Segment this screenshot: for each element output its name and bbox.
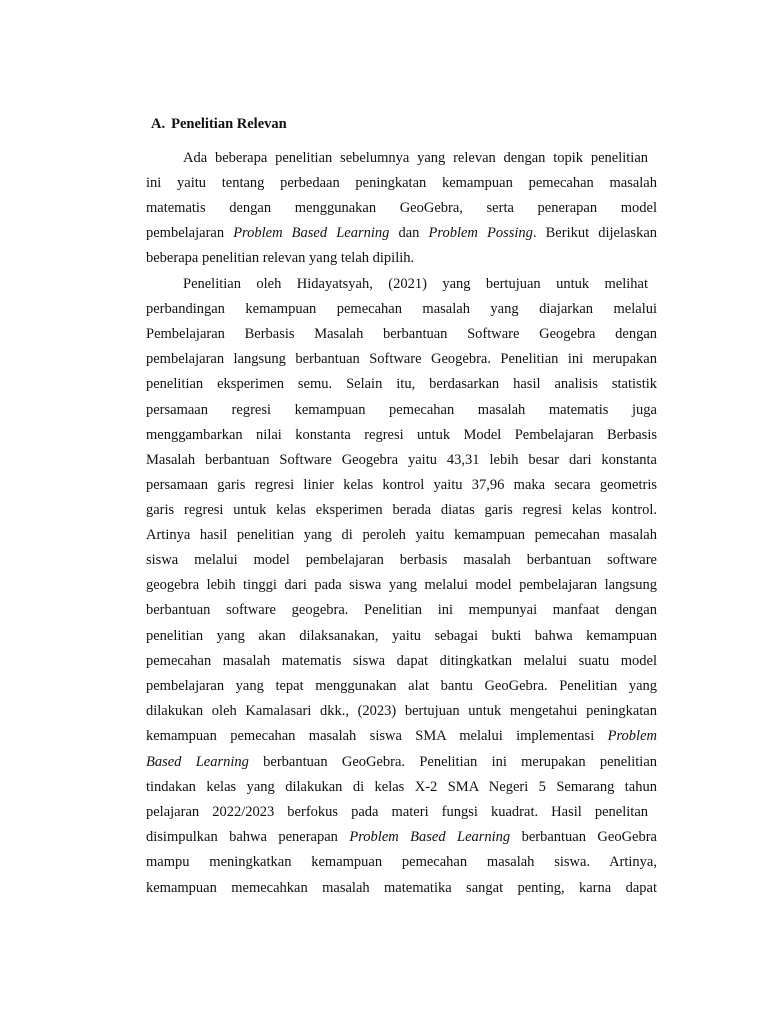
- paragraph-line: ini yaitu tentang perbedaan peningkatan kemampuan pemecahan masalah: [146, 175, 657, 191]
- paragraph-line: garis regresi untuk kelas eksperimen berada diatas garis regresi kelas kontrol.: [146, 502, 657, 518]
- paragraph-line: matematis dengan menggunakan GeoGebra, serta penerapan model: [146, 200, 657, 216]
- text-span: kemampuan pemecahan masalah siswa SMA melalui implementasi: [146, 728, 608, 744]
- paragraph-line: [146, 827, 657, 847]
- text-span: berbantuan GeoGebra. Penelitian ini merupakan penelitian: [248, 754, 658, 770]
- text-span: dan: [389, 225, 429, 241]
- paragraph-line: pembelajaran yang tepat menggunakan alat bantu GeoGebra. Penelitian yang: [146, 678, 657, 694]
- paragraph-line: Pembelajaran Berbasis Masalah berbantuan Software Geogebra dengan: [146, 326, 657, 342]
- section-letter: A.: [151, 116, 166, 132]
- paragraph-line: persamaan garis regresi linier kelas kontrol yaitu 37,96 maka secara geometris: [146, 477, 657, 493]
- paragraph-line: menggambarkan nilai konstanta regresi untuk Model Pembelajaran Berbasis: [146, 427, 657, 443]
- text-span: . Berikut dijelaskan: [532, 225, 658, 241]
- paragraph-line: pembelajaran langsung berbantuan Software Geogebra. Penelitian ini merupakan: [146, 351, 657, 367]
- paragraph-line: Ada beberapa penelitian sebelumnya yang relevan dengan topik penelitian: [183, 150, 648, 166]
- paragraph-line: Artinya hasil penelitian yang di peroleh yaitu kemampuan pemecahan masalah: [146, 527, 657, 543]
- paragraph-line: penelitian yang akan dilaksanakan, yaitu sebagai bukti bahwa kemampuan: [146, 628, 657, 644]
- paragraph-line: penelitian eksperimen semu. Selain itu, berdasarkan hasil analisis statistik: [146, 376, 657, 392]
- paragraph-line: [146, 223, 657, 243]
- paragraph-line: [146, 726, 657, 746]
- paragraph-line: berbantuan software geogebra. Penelitian ini mempunyai manfaat dengan: [146, 602, 657, 618]
- section-title: Penelitian Relevan: [171, 116, 287, 132]
- paragraph-line: kemampuan memecahkan masalah matematika sangat penting, karna dapat: [146, 880, 657, 896]
- text-span: berbantuan GeoGebra: [510, 829, 657, 845]
- italic-term: Problem Based Learning: [233, 225, 390, 241]
- italic-term: Problem Possing: [428, 225, 533, 241]
- section-heading: [151, 115, 287, 133]
- paragraph-line: tindakan kelas yang dilakukan di kelas X-2 SMA Negeri 5 Semarang tahun: [146, 779, 657, 795]
- italic-term: Based Learning: [146, 754, 249, 770]
- paragraph-line: siswa melalui model pembelajaran berbasis masalah berbantuan software: [146, 552, 657, 568]
- paragraph-line: mampu meningkatkan kemampuan pemecahan masalah siswa. Artinya,: [146, 854, 657, 870]
- paragraph-line: Penelitian oleh Hidayatsyah, (2021) yang bertujuan untuk melihat: [183, 276, 648, 292]
- text-span: pembelajaran: [146, 225, 234, 241]
- paragraph-line: pemecahan masalah matematis siswa dapat ditingkatkan melalui suatu model: [146, 653, 657, 669]
- text-span: disimpulkan bahwa penerapan: [146, 829, 350, 845]
- italic-term: Problem: [607, 728, 657, 744]
- paragraph-line: perbandingan kemampuan pemecahan masalah yang diajarkan melalui: [146, 301, 657, 317]
- paragraph-line: dilakukan oleh Kamalasari dkk., (2023) bertujuan untuk mengetahui peningkatan: [146, 703, 657, 719]
- paragraph-line: persamaan regresi kemampuan pemecahan masalah matematis juga: [146, 402, 657, 418]
- paragraph-line: Masalah berbantuan Software Geogebra yaitu 43,31 lebih besar dari konstanta: [146, 452, 657, 468]
- paragraph-line: [146, 752, 657, 772]
- paragraph-line: beberapa penelitian relevan yang telah dipilih.: [146, 250, 415, 266]
- paragraph-line: geogebra lebih tinggi dari pada siswa yang melalui model pembelajaran langsung: [146, 577, 657, 593]
- paragraph-line: pelajaran 2022/2023 berfokus pada materi fungsi kuadrat. Hasil penelitan: [146, 804, 648, 820]
- italic-term: Problem Based Learning: [349, 829, 511, 845]
